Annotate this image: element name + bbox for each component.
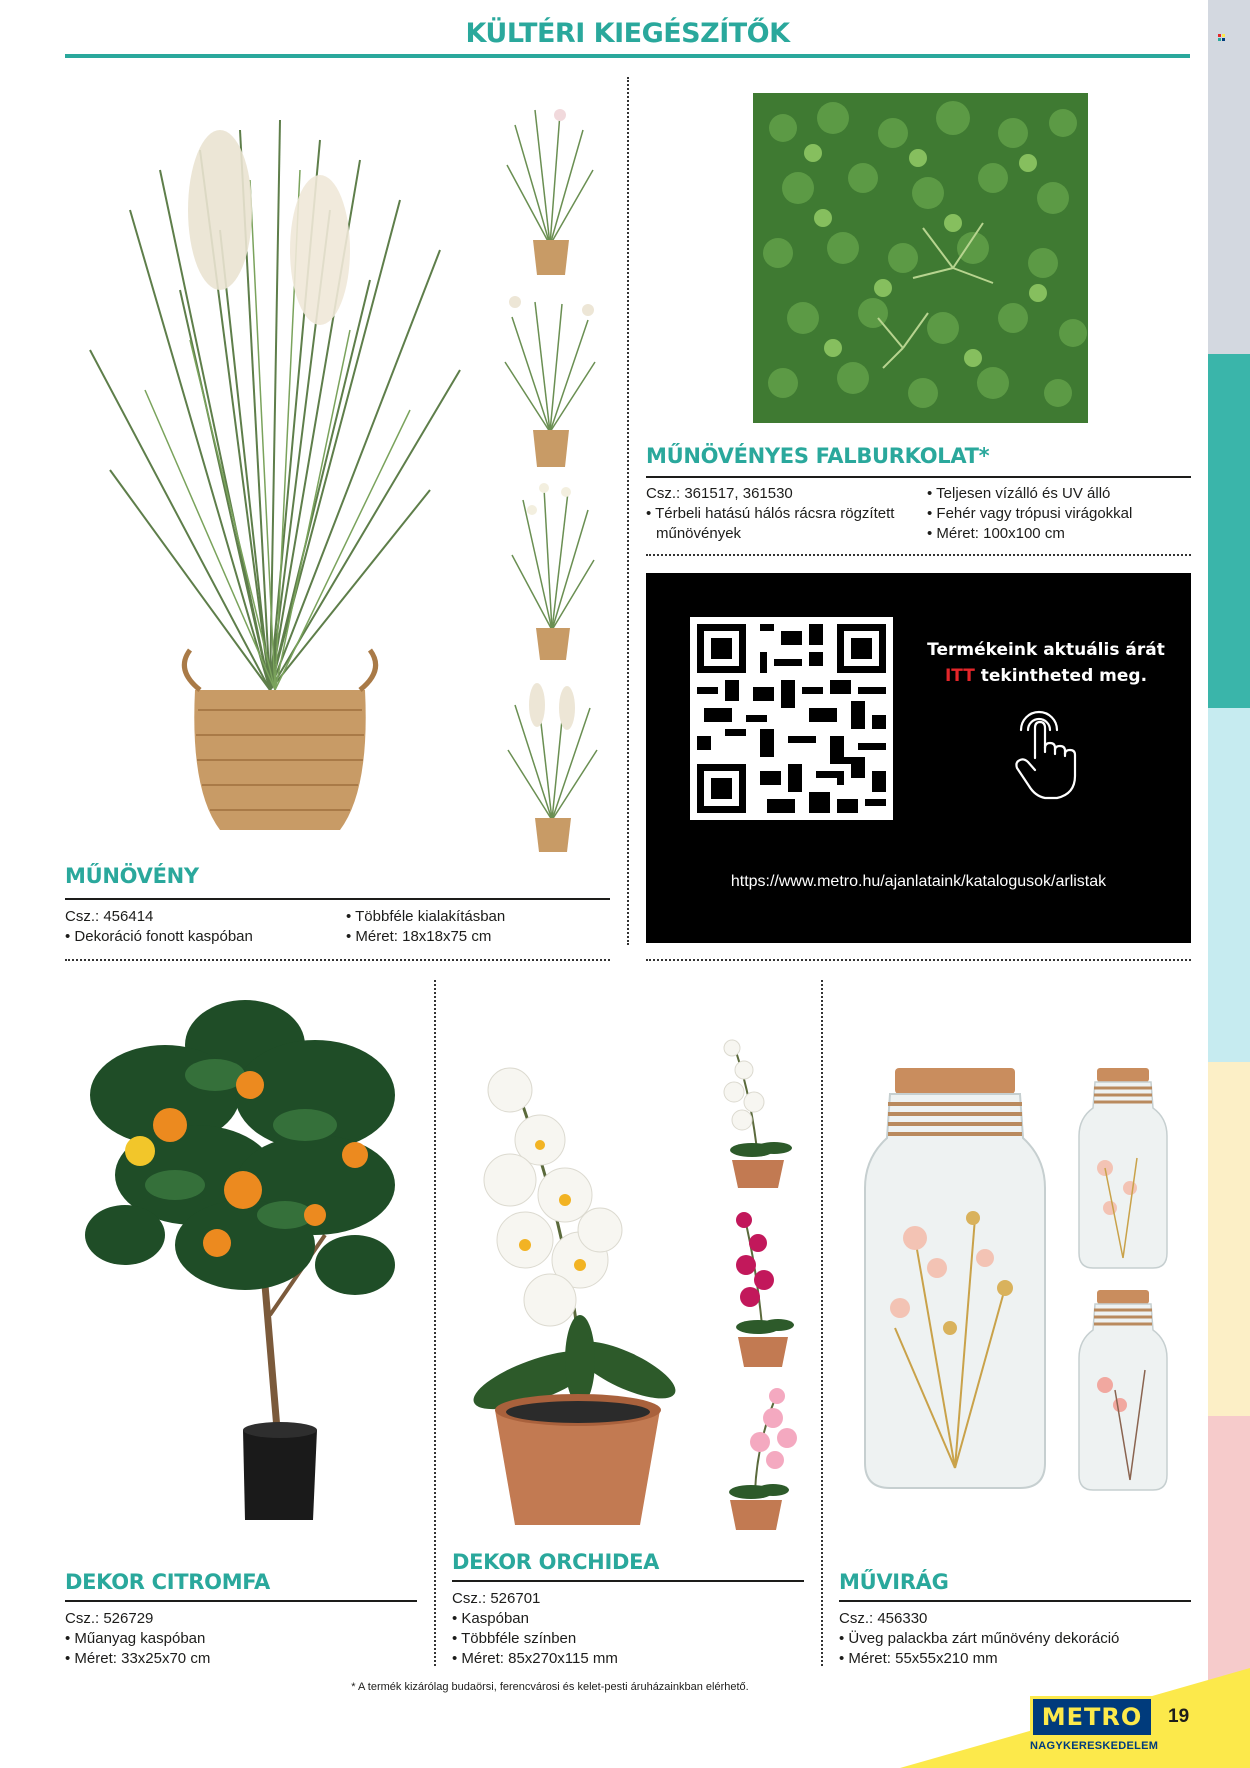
glass-jar-large-image [855, 1068, 1055, 1498]
spec-line: Csz.: 526729 [65, 1610, 154, 1627]
spec-line: műnövények [656, 525, 742, 542]
spec-line: • Dekoráció fonott kaspóban [65, 928, 253, 945]
spec-list-munoveny-right [346, 907, 505, 947]
product-rule-falburkolat [646, 476, 1191, 478]
orchid-white-small-image [712, 1030, 800, 1190]
glass-jar-small-1-image [1075, 1068, 1170, 1273]
product-name-falburkolat: MŰNÖVÉNYES FALBURKOLAT* [646, 444, 990, 468]
qr-code-icon[interactable] [690, 617, 893, 820]
spec-line: • Üveg palackba zárt műnövény dekoráció [839, 1630, 1120, 1647]
footnote: * A termék kizárólag budaörsi, ferencvárosi és kelet-pesti áruházainkban elérhető. [351, 1681, 749, 1693]
color-dots-icon [1218, 34, 1226, 42]
spec-line: Csz.: 526701 [452, 1590, 541, 1607]
product-name-muvirag: MŰVIRÁG [839, 1570, 949, 1594]
product-name-orchidea: DEKOR ORCHIDEA [452, 1550, 660, 1574]
qr-promo-line1: Termékeink aktuális árát [927, 640, 1165, 660]
spec-line: • Kaspóban [452, 1610, 529, 1627]
page-title: KÜLTÉRI KIEGÉSZÍTŐK [465, 18, 790, 49]
separator-horizontal-right [646, 959, 1191, 961]
metro-logo-subtitle: NAGYKERESKEDELEM [1030, 1740, 1159, 1752]
spec-line: • Többféle kialakításban [346, 908, 506, 925]
glass-jar-small-2-image [1075, 1290, 1170, 1495]
spec-line: • Méret: 55x55x210 mm [839, 1650, 998, 1667]
spec-list-muvirag [839, 1609, 1119, 1669]
qr-promo-text [926, 637, 1166, 689]
price-list-link[interactable]: https://www.metro.hu/ajanlataink/katalogusok/arlistak [730, 873, 1107, 890]
green-wall-panel-image [743, 78, 1098, 433]
orchid-magenta-small-image [720, 1205, 802, 1370]
spec-line: • Méret: 33x25x70 cm [65, 1650, 211, 1667]
product-rule-orchidea [452, 1580, 804, 1582]
qr-promo-line2-rest: tekintheted meg. [974, 666, 1148, 686]
lemon-tree-image [65, 985, 415, 1530]
spec-line: • Méret: 100x100 cm [927, 525, 1065, 542]
page-number: 19 [1168, 1706, 1190, 1727]
spec-list-falburkolat-left [646, 484, 894, 544]
spec-list-citromfa [65, 1609, 210, 1669]
color-stripe-gray [1208, 0, 1250, 354]
spec-line: • Műanyag kaspóban [65, 1630, 206, 1647]
separator-horizontal-left [65, 959, 610, 961]
spec-list-orchidea [452, 1589, 618, 1669]
spec-line: • Méret: 85x270x115 mm [452, 1650, 618, 1667]
product-name-citromfa: DEKOR CITROMFA [65, 1570, 270, 1594]
spec-line: Csz.: 456414 [65, 908, 154, 925]
color-stripe-teal [1208, 354, 1250, 708]
tap-hand-icon [1011, 706, 1081, 802]
metro-logo-text: METRO [1041, 1703, 1143, 1731]
qr-promo-box[interactable] [646, 573, 1191, 943]
product-name-munoveny: MŰNÖVÉNY [65, 864, 199, 888]
separator-horizontal-falburkolat [646, 554, 1191, 556]
product-rule-munoveny [65, 898, 610, 900]
qr-promo-accent: ITT [944, 666, 975, 686]
product-rule-muvirag [839, 1600, 1191, 1602]
grass-plant-variant-4-image [505, 680, 600, 855]
spec-line: • Fehér vagy trópusi virágokkal [927, 505, 1133, 522]
spec-list-falburkolat-right [927, 484, 1132, 544]
spec-line: • Teljesen vízálló és UV álló [927, 485, 1111, 502]
spec-line: Csz.: 456330 [839, 1610, 928, 1627]
orchid-pink-small-image [715, 1382, 803, 1532]
separator-vertical-bottom-left [434, 980, 436, 1666]
color-stripe-light-blue [1208, 708, 1250, 1062]
grass-plant-large-image [70, 90, 470, 860]
spec-line: Csz.: 361517, 361530 [646, 485, 793, 502]
metro-logo [1030, 1696, 1154, 1738]
product-rule-citromfa [65, 1600, 417, 1602]
spec-list-munoveny-left [65, 907, 253, 947]
spec-line: • Többféle színben [452, 1630, 577, 1647]
grass-plant-variant-3-image [508, 480, 596, 665]
grass-plant-variant-2-image [500, 292, 600, 472]
color-stripe-cream [1208, 1062, 1250, 1416]
spec-line: • Térbeli hatású hálós rácsra rögzített [646, 505, 895, 522]
separator-vertical-bottom-right [821, 980, 823, 1666]
orchid-white-large-image [450, 1030, 680, 1535]
separator-vertical-top [627, 77, 629, 945]
qr-promo-line2 [926, 663, 1166, 689]
spec-line: • Méret: 18x18x75 cm [346, 928, 492, 945]
grass-plant-variant-1-image [505, 105, 595, 280]
title-rule [65, 54, 1190, 58]
